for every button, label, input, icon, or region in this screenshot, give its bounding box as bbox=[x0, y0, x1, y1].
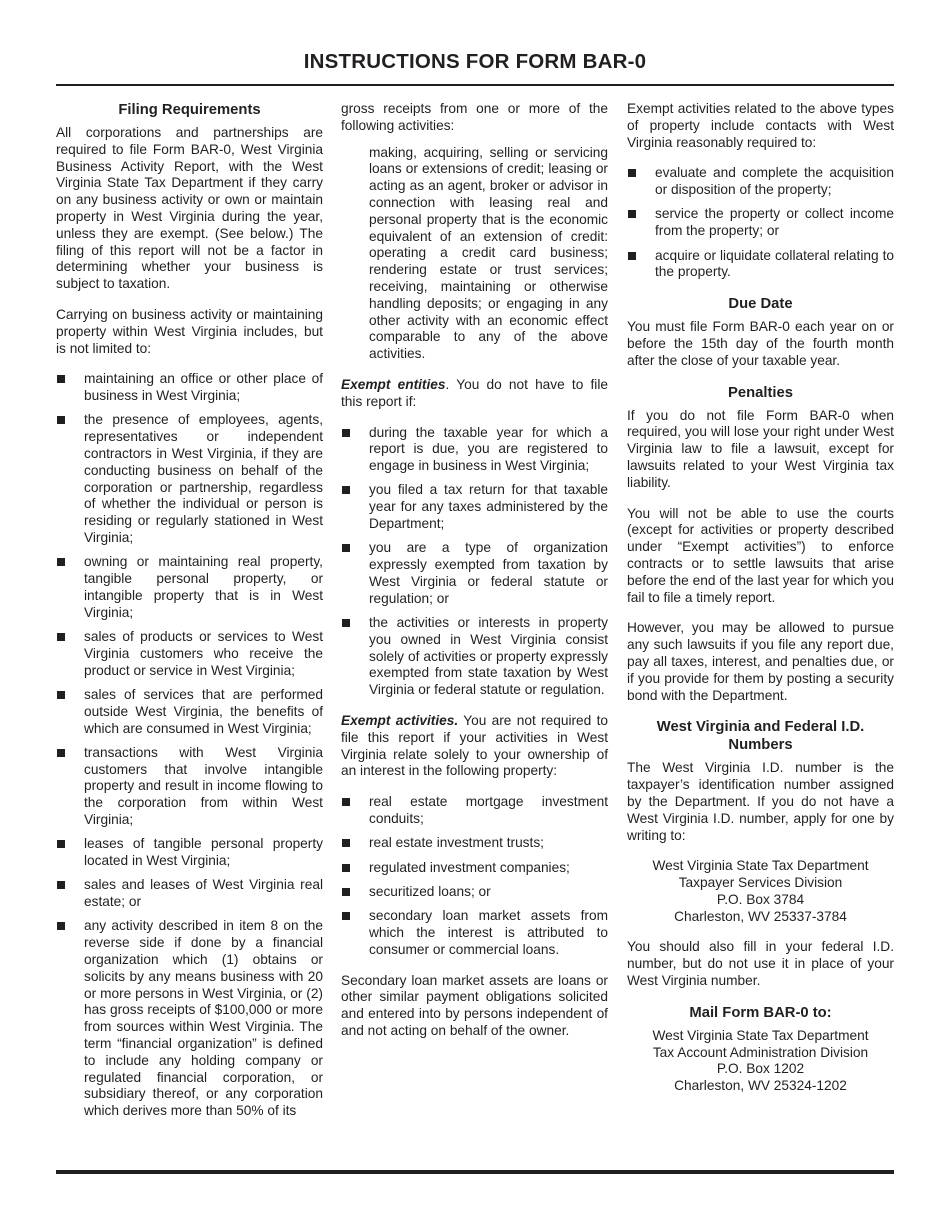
square-bullet-icon bbox=[342, 486, 350, 494]
list-item: the presence of employees, agents, representatives or independent contractors in West Virginia, if they are conducting business on behalf of the corporation or partnership, regardless of whether the individual or person is residing or regularly stationed in West Virginia; bbox=[56, 412, 323, 546]
exempt-activities-intro: Exempt activities. You are not required to file this report if your activities in West Virginia relate solely to your ownership of an interest in the following property: bbox=[341, 713, 609, 779]
square-bullet-icon bbox=[57, 840, 65, 848]
square-bullet-icon bbox=[57, 922, 65, 930]
square-bullet-icon bbox=[342, 798, 350, 806]
square-bullet-icon bbox=[342, 429, 350, 437]
square-bullet-icon bbox=[342, 544, 350, 552]
list-item: during the taxable year for which a report is due, you are registered to engage in business in West Virginia; bbox=[341, 425, 608, 475]
bottom-divider bbox=[56, 1170, 894, 1174]
square-bullet-icon bbox=[57, 558, 65, 566]
due-date-paragraph: You must file Form BAR-0 each year on or before the 15th day of the fourth month after the close of your taxable year. bbox=[627, 319, 894, 368]
exempt-entities-intro: Exempt entities. You do not have to file this report if: bbox=[341, 376, 608, 409]
list-item: leases of tangible personal property located in West Virginia; bbox=[56, 836, 323, 870]
federal-id-paragraph: You should also fill in your federal I.D. number, but do not use it in place of your West Virginia number. bbox=[627, 939, 894, 989]
business-activity-list bbox=[56, 371, 323, 1120]
exempt-entities-list bbox=[341, 425, 608, 699]
square-bullet-icon bbox=[57, 633, 65, 641]
list-item: sales of products or services to West Virginia customers who receive the product or service in West Virginia; bbox=[56, 629, 323, 679]
penalties-paragraph-3: However, you may be allowed to pursue any such lawsuits if you file any report due, pay all taxes, interest, and penalties due, or if you provide for them by posting a security bond with the Department. bbox=[627, 620, 894, 703]
id-numbers-paragraph: The West Virginia I.D. number is the taxpayer’s identification number assigned by the Department. If you do not have a West Virginia I.D. number, apply for one by writing to: bbox=[627, 760, 894, 843]
square-bullet-icon bbox=[342, 839, 350, 847]
list-item: you are a type of organization expressly exempted from taxation by West Virginia or federal statute or regulation; or bbox=[341, 540, 608, 607]
list-item: any activity described in item 8 on the reverse side if done by a financial organization which (1) obtains or solicits by any means business with 20 or more persons in West Virginia, or (2) has gross receipts of $100,000 or more from sources within West Virginia. The term “financial organization” is defined to include any holding company or regulated financial corporation, or subsidiary thereof, or any corporation which derives more than 50% of its bbox=[56, 918, 323, 1120]
list-item: evaluate and complete the acquisition or disposition of the property; bbox=[627, 165, 894, 199]
list-item: securitized loans; or bbox=[341, 884, 608, 901]
list-item: secondary loan market assets from which the interest is attributed to consumer or commercial loans. bbox=[341, 908, 608, 958]
column-3 bbox=[627, 101, 894, 1109]
business-activity-intro: Carrying on business activity or maintaining property within West Virginia includes, but is not limited to: bbox=[56, 306, 323, 356]
gross-receipts-continuation: gross receipts from one or more of the following activities: bbox=[341, 101, 608, 133]
id-numbers-heading: West Virginia and Federal I.D. Numbers bbox=[656, 719, 865, 754]
list-item: real estate mortgage investment conduits; bbox=[341, 794, 608, 828]
exempt-property-list bbox=[341, 794, 608, 958]
list-item: service the property or collect income from the property; or bbox=[627, 206, 894, 240]
list-item: owning or maintaining real property, tangible personal property, or intangible property that is in West Virginia; bbox=[56, 554, 323, 621]
reasonable-contacts-list bbox=[627, 165, 894, 281]
column-1 bbox=[56, 101, 323, 1134]
list-item: sales of services that are performed outside West Virginia, the benefits of which are consumed in West Virginia; bbox=[56, 687, 323, 737]
column-2 bbox=[341, 101, 608, 1054]
exempt-activities-related-paragraph: Exempt activities related to the above types of property include contacts with West Virginia reasonably required to: bbox=[627, 101, 894, 150]
list-item: acquire or liquidate collateral relating to the property. bbox=[627, 248, 894, 282]
page-title: INSTRUCTIONS FOR FORM BAR-0 bbox=[303, 50, 647, 73]
list-item: the activities or interests in property you owned in West Virginia consist solely of activities or property expressly exempted from state taxation by West Virginia or federal statute or regulation. bbox=[341, 615, 608, 699]
list-item: regulated investment companies; bbox=[341, 860, 608, 877]
exempt-entities-label: Exempt entities bbox=[341, 376, 446, 392]
square-bullet-icon bbox=[628, 252, 636, 260]
financial-activities-block: making, acquiring, selling or servicing loans or extensions of credit; leasing or acting as an agent, broker or advisor in connection with leasing real and personal property that is the economic equivalent of an extension of credit: operating a credit card business; rendering estate or trust services; receiving, maintaining or otherwise handling deposits; or engaging in any other activity with an economic effect comparable to any of the above activities. bbox=[369, 144, 608, 362]
square-bullet-icon bbox=[342, 864, 350, 872]
top-divider bbox=[56, 84, 894, 86]
square-bullet-icon bbox=[57, 691, 65, 699]
list-item: you filed a tax return for that taxable year for any taxes administered by the Department; bbox=[341, 482, 608, 532]
list-item: maintaining an office or other place of business in West Virginia; bbox=[56, 371, 323, 405]
penalties-paragraph-2: You will not be able to use the courts (except for activities or property described under “Exempt activities”) to enforce contracts or to settle lawsuits that arise before the end of the last year for which you fail to file a timely report. bbox=[627, 505, 894, 605]
square-bullet-icon bbox=[628, 210, 636, 218]
square-bullet-icon bbox=[57, 749, 65, 757]
exempt-activities-label: Exempt activities. bbox=[341, 713, 459, 728]
list-item: sales and leases of West Virginia real estate; or bbox=[56, 877, 323, 911]
square-bullet-icon bbox=[57, 375, 65, 383]
square-bullet-icon bbox=[57, 881, 65, 889]
filing-requirements-paragraph: All corporations and partnerships are required to file Form BAR-0, West Virginia Business Activity Report, with the West Virginia State Tax Department if they carry on any business activity or own or maintain property in West Virginia during the year, unless they are exempt. (See below.) The filing of this report will not be a factor in determining whether your business is subject to taxation. bbox=[56, 125, 323, 292]
taxpayer-services-address: West Virginia State Tax Department Taxpayer Services Division P.O. Box 3784 Charleston, WV 25337-3784 bbox=[652, 858, 869, 924]
due-date-heading: Due Date bbox=[728, 296, 793, 313]
square-bullet-icon bbox=[342, 619, 350, 627]
list-item: real estate investment trusts; bbox=[341, 835, 608, 852]
penalties-heading: Penalties bbox=[728, 384, 793, 401]
list-item: transactions with West Virginia customers that involve intangible property and result in income flowing to the corporation from within West Virginia; bbox=[56, 745, 323, 829]
filing-requirements-heading: Filing Requirements bbox=[118, 102, 261, 118]
square-bullet-icon bbox=[342, 912, 350, 920]
square-bullet-icon bbox=[628, 169, 636, 177]
square-bullet-icon bbox=[342, 888, 350, 896]
penalties-paragraph-1: If you do not file Form BAR-0 when required, you will lose your right under West Virginia law to file a lawsuit, except for lawsuits related to your West Virginia tax liability. bbox=[627, 407, 894, 490]
secondary-loan-paragraph: Secondary loan market assets are loans or other similar payment obligations solicited and entered into by persons independent of and not acting on behalf of the owner. bbox=[341, 972, 608, 1038]
square-bullet-icon bbox=[57, 416, 65, 424]
mail-form-heading: Mail Form BAR-0 to: bbox=[689, 1004, 832, 1021]
tax-account-address: West Virginia State Tax Department Tax Account Administration Division P.O. Box 1202 Charleston, WV 25324-1202 bbox=[652, 1027, 869, 1094]
